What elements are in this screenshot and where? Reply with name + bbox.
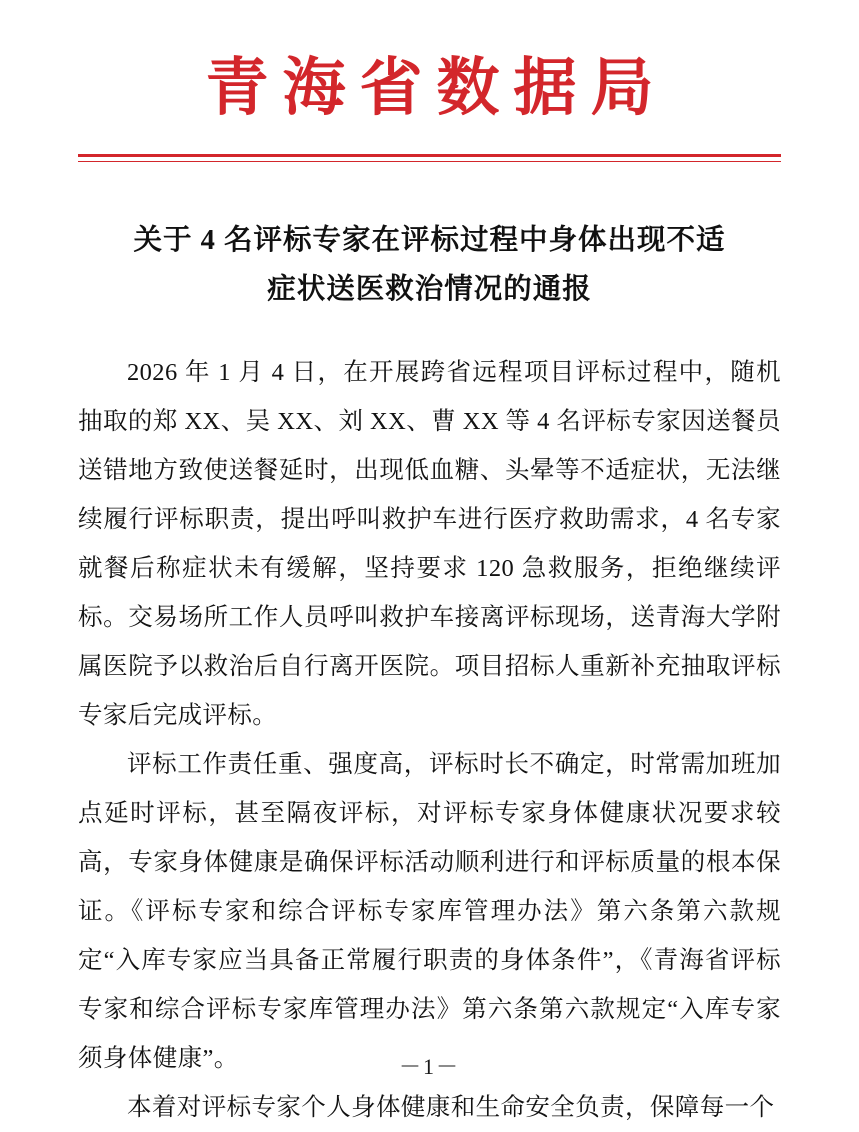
document-title-line-2: 症状送医救治情况的通报 [267, 274, 592, 306]
document-title [78, 216, 781, 314]
letterhead-organization: 青海省数据局 [205, 53, 668, 123]
body-paragraph-3: 本着对评标专家个人身体健康和生命安全负责，保障每一个 [127, 1094, 775, 1122]
page-number: －1－ [398, 1054, 460, 1079]
document-body [78, 348, 781, 1132]
letterhead [78, 0, 781, 162]
document-title-line-1: 关于 4 名评标专家在评标过程中身体出现不适 [133, 225, 726, 257]
body-paragraph-1: 2026 年 1 月 4 日，在开展跨省远程项目评标过程中，随机抽取的郑 XX、吴 XX、刘 XX、曹 XX 等 4 名评标专家因送餐员送错地方致使送餐延时，出现低血糖、头晕等不适症状，无法继续履行评标职责，提出呼叫救护车进行医疗救助需求，4 名专家就餐后称症状未有缓解，坚持要求 120 急救服务，拒绝继续评标。交易场所工作人员呼叫救护车接离评标现场，送青海大学附属医院予以救治后自行离开医院。项目招标人重新补充抽取评标专家后完成评标。 [78, 359, 781, 730]
letterhead-rule-thick [78, 154, 781, 157]
letterhead-rules [78, 154, 781, 162]
letterhead-rule-thin [78, 161, 781, 162]
body-paragraph-2: 评标工作责任重、强度高，评标时长不确定，时常需加班加点延时评标，甚至隔夜评标，对评标专家身体健康状况要求较高，专家身体健康是确保评标活动顺利进行和评标质量的根本保证。《评标专家和综合评标专家库管理办法》第六条第六款规定“入库专家应当具备正常履行职责的身体条件”，《青海省评标专家和综合评标专家库管理办法》第六条第六款规定“入库专家须身体健康”。 [78, 751, 781, 1073]
